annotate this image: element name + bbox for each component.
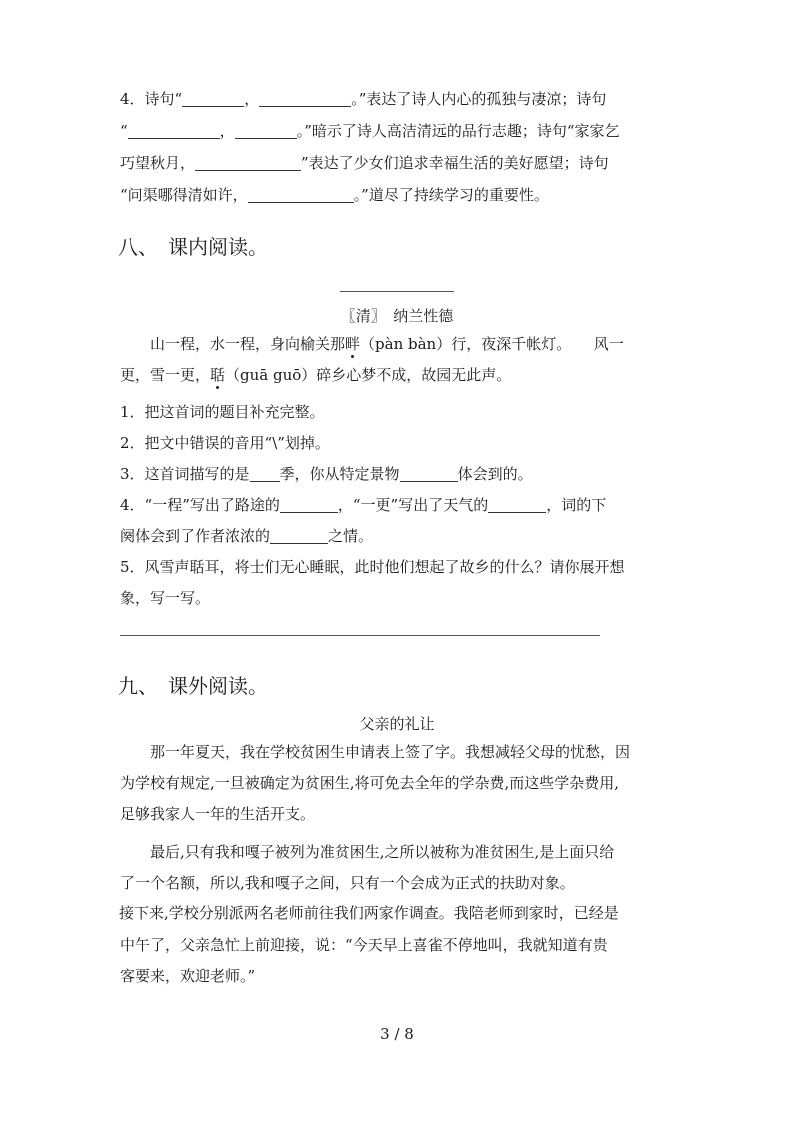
paragraph-3-line: 接下来,学校分别派两名老师前往我们两家作调查。我陪老师到家时，已经是 (119, 904, 619, 922)
paragraph-1-line: 为学校有规定,一旦被确定为贫困生,将可免去全年的学杂费,而这些学杂费用, (120, 774, 620, 792)
q4-line-4 (120, 184, 549, 206)
text: ”表达了少女们追求幸福生活的美好愿望；诗句 (301, 154, 609, 172)
emphasis-char: 聒 (210, 366, 226, 384)
paragraph-1-line: 那一年夏天，我在学校贫困生申请表上签了字。我想减轻父母的忧愁，因 (150, 743, 631, 761)
text: ， (244, 90, 260, 108)
q4-line-1 (120, 88, 606, 110)
answer-blank[interactable] (250, 465, 280, 482)
answer-blank[interactable] (280, 496, 338, 513)
emphasis-char: 畔 (345, 335, 361, 353)
paragraph-3-line: 中午了，父亲急忙上前迎接，说：“今天早上喜雀不停地叫，我就知道有贵 (120, 936, 608, 954)
answer-blank[interactable] (400, 465, 458, 482)
text: 4．“一程”写出了路途的 (120, 496, 280, 514)
text: （pàn bàn）行，夜深千帐灯。 风一 (360, 335, 624, 353)
question-4-cont (120, 525, 373, 547)
article-title: 父亲的礼让 (359, 715, 435, 733)
poem-line-2 (120, 364, 511, 386)
question-5-cont: 象，写一写。 (120, 589, 211, 607)
question-4 (120, 494, 606, 516)
text: 更，雪一更， (120, 366, 211, 384)
q4-line-2 (120, 120, 620, 142)
title-blank[interactable] (340, 291, 454, 292)
page-number: 3 / 8 (380, 1025, 414, 1043)
text: 3．这首词描写的是 (120, 465, 250, 483)
q4-line-3 (120, 152, 609, 174)
text: ， (219, 122, 235, 140)
question-5: 5．风雪声聒耳，将士们无心睡眠，此时他们想起了故乡的什么？请你展开想 (120, 558, 625, 576)
section-9-heading: 九、 课外阅读。 (118, 674, 268, 698)
text: “问渠哪得清如许， (120, 186, 248, 204)
answer-line[interactable] (120, 635, 600, 636)
poem-author: 〖清〗 纳兰性德 (340, 307, 454, 325)
text: “ (120, 122, 128, 140)
poem-line-1 (150, 333, 624, 355)
question-2: 2．把文中错误的音用“\”划掉。 (120, 434, 330, 452)
paragraph-3-line: 客要来，欢迎老师。” (120, 967, 256, 985)
text: 山一程，水一程，身向榆关那 (150, 335, 346, 353)
answer-blank[interactable] (195, 154, 301, 171)
text: 季，你从特定景物 (279, 465, 400, 483)
section-8-heading: 八、 课内阅读。 (118, 235, 268, 259)
question-1: 1．把这首词的题目补充完整。 (120, 403, 325, 421)
text: ，“一更”写出了天气的 (337, 496, 489, 514)
answer-blank[interactable] (128, 122, 220, 139)
paragraph-1-line: 足够我家人一年的生活开支。 (120, 805, 316, 823)
text: 巧望秋月， (120, 154, 196, 172)
answer-blank[interactable] (259, 90, 351, 107)
answer-blank[interactable] (488, 496, 546, 513)
answer-blank[interactable] (235, 122, 297, 139)
text: 体会到的。 (457, 465, 533, 483)
text: 。”表达了诗人内心的孤独与凄凉；诗句 (351, 90, 607, 108)
answer-blank[interactable] (248, 186, 354, 203)
text: ，词的下 (546, 496, 607, 514)
text: 。”道尽了持续学习的重要性。 (353, 186, 549, 204)
answer-blank[interactable] (270, 527, 328, 544)
text: 阕体会到了作者浓浓的 (120, 527, 271, 545)
text: 之情。 (328, 527, 374, 545)
paragraph-2-line: 了一个名额，所以,我和嘎子之间，只有一个会成为正式的扶助对象。 (120, 874, 575, 892)
paragraph-2-line: 最后,只有我和嘎子被列为准贫困生,之所以被称为准贫困生,是上面只给 (150, 843, 615, 861)
text: 4．诗句“ (120, 90, 183, 108)
text: （guā guō）碎乡心梦不成，故园无此声。 (225, 366, 512, 384)
text: 。”暗示了诗人高洁清远的品行志趣；诗句“家家乞 (296, 122, 620, 140)
question-3 (120, 463, 533, 485)
answer-blank[interactable] (182, 90, 244, 107)
